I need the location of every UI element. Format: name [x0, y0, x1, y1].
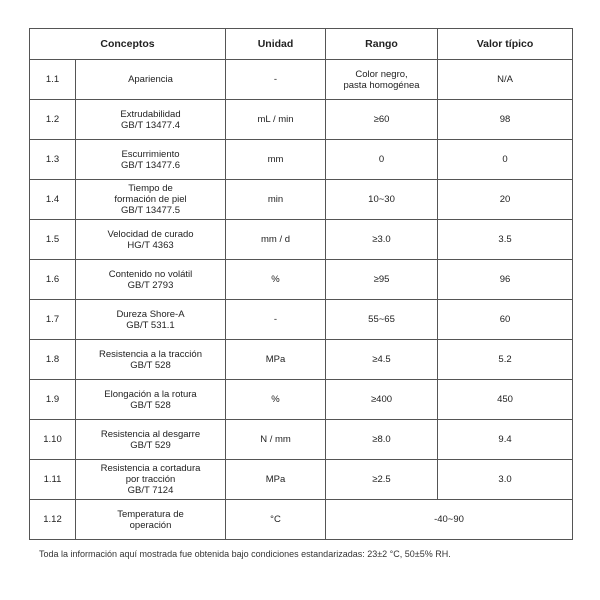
range-line: ≥2.5 — [372, 474, 391, 485]
row-concept — [76, 60, 226, 100]
row-number: 1.9 — [30, 380, 76, 420]
range-line: ≥8.0 — [372, 434, 391, 445]
row-concept — [76, 180, 226, 220]
range-line: ≥3.0 — [372, 234, 391, 245]
spec-table — [29, 28, 573, 540]
table-row — [30, 220, 573, 260]
row-concept — [76, 420, 226, 460]
row-unit: % — [226, 380, 326, 420]
row-range — [326, 300, 438, 340]
row-concept — [76, 460, 226, 500]
table-row — [30, 140, 573, 180]
table-row — [30, 420, 573, 460]
row-value: 98 — [438, 100, 573, 140]
concept-line: GB/T 2793 — [127, 279, 174, 291]
row-concept — [76, 260, 226, 300]
concept-line: GB/T 13477.6 — [121, 159, 180, 171]
table-row — [30, 460, 573, 500]
concept-line: Tiempo de — [128, 183, 173, 194]
row-value: 60 — [438, 300, 573, 340]
concept-line: Dureza Shore-A — [116, 308, 185, 320]
header-valor-tipico: Valor típico — [438, 29, 573, 60]
row-unit: - — [226, 300, 326, 340]
concept-line: GB/T 7124 — [127, 485, 174, 496]
concept-line: Escurrimiento — [121, 148, 180, 160]
table-row-last — [30, 500, 573, 540]
table-body — [30, 60, 573, 540]
concept-line: GB/T 13477.4 — [121, 119, 180, 131]
row-range — [326, 340, 438, 380]
concept-line: Extrudabilidad — [120, 108, 181, 120]
table-row — [30, 340, 573, 380]
concept-line: Resistencia al desgarre — [100, 428, 201, 440]
row-number: 1.4 — [30, 180, 76, 220]
row-range — [326, 380, 438, 420]
row-unit: MPa — [226, 340, 326, 380]
row-unit: % — [226, 260, 326, 300]
concept-line: GB/T 531.1 — [126, 319, 175, 331]
row-unit: mm / d — [226, 220, 326, 260]
row-unit: mm — [226, 140, 326, 180]
row-value: N/A — [438, 60, 573, 100]
table-row — [30, 380, 573, 420]
header-row — [30, 29, 573, 60]
row-unit: °C — [226, 500, 326, 540]
row-range — [326, 140, 438, 180]
concept-line: operación — [129, 519, 172, 531]
table-row — [30, 300, 573, 340]
concept-line: Velocidad de curado — [107, 228, 194, 240]
concept-line: Resistencia a cortadura — [100, 463, 201, 474]
row-range — [326, 100, 438, 140]
concept-line: formación de piel — [114, 194, 187, 205]
row-merged-value: -40~90 — [326, 500, 573, 540]
row-number: 1.10 — [30, 420, 76, 460]
row-number: 1.7 — [30, 300, 76, 340]
row-range — [326, 260, 438, 300]
row-value: 20 — [438, 180, 573, 220]
concept-line: por tracción — [125, 474, 176, 485]
row-unit: mL / min — [226, 100, 326, 140]
concept-line: Apariencia — [128, 74, 173, 85]
row-number: 1.2 — [30, 100, 76, 140]
row-unit: N / mm — [226, 420, 326, 460]
range-line: Color negro, — [355, 68, 408, 80]
concept-line: GB/T 528 — [130, 399, 171, 411]
concept-line: HG/T 4363 — [127, 239, 174, 251]
range-line: 10~30 — [368, 194, 395, 205]
row-concept — [76, 380, 226, 420]
row-range — [326, 60, 438, 100]
range-line: 0 — [378, 154, 385, 165]
row-concept — [76, 140, 226, 180]
row-concept — [76, 220, 226, 260]
row-number: 1.11 — [30, 460, 76, 500]
row-range — [326, 220, 438, 260]
row-value: 3.5 — [438, 220, 573, 260]
concept-line: Resistencia a la tracción — [99, 348, 202, 360]
range-line: 55~65 — [368, 314, 395, 325]
row-value: 9.4 — [438, 420, 573, 460]
concept-line: Temperatura de — [117, 508, 184, 520]
row-number: 1.5 — [30, 220, 76, 260]
row-number: 1.8 — [30, 340, 76, 380]
range-line: pasta homogénea — [343, 79, 420, 91]
row-concept — [76, 500, 226, 540]
row-number: 1.12 — [30, 500, 76, 540]
range-line: ≥60 — [373, 114, 390, 125]
row-range — [326, 420, 438, 460]
row-number: 1.3 — [30, 140, 76, 180]
row-unit: MPa — [226, 460, 326, 500]
concept-line: Elongación a la rotura — [104, 388, 197, 400]
row-number: 1.1 — [30, 60, 76, 100]
footnote: Toda la información aquí mostrada fue obtenida bajo condiciones estandarizadas: 23±2 °C, 50±5% RH. — [39, 549, 451, 559]
concept-line: GB/T 528 — [130, 359, 171, 371]
row-concept — [76, 100, 226, 140]
concept-line: Contenido no volátil — [108, 268, 193, 280]
row-range — [326, 460, 438, 500]
row-range — [326, 180, 438, 220]
row-value: 5.2 — [438, 340, 573, 380]
row-number: 1.6 — [30, 260, 76, 300]
range-line: ≥95 — [373, 274, 390, 285]
header-unidad: Unidad — [226, 29, 326, 60]
row-value: 450 — [438, 380, 573, 420]
row-unit: - — [226, 60, 326, 100]
row-value: 3.0 — [438, 460, 573, 500]
row-value: 0 — [438, 140, 573, 180]
range-line: ≥400 — [370, 394, 393, 405]
concept-line: GB/T 529 — [130, 439, 171, 451]
header-rango: Rango — [326, 29, 438, 60]
header-conceptos: Conceptos — [30, 29, 226, 60]
row-concept — [76, 340, 226, 380]
row-unit: min — [226, 180, 326, 220]
table-row — [30, 60, 573, 100]
row-value: 96 — [438, 260, 573, 300]
table-row — [30, 100, 573, 140]
table-row — [30, 260, 573, 300]
row-concept — [76, 300, 226, 340]
table-row — [30, 180, 573, 220]
range-line: ≥4.5 — [372, 354, 391, 365]
concept-line: GB/T 13477.5 — [121, 205, 180, 216]
